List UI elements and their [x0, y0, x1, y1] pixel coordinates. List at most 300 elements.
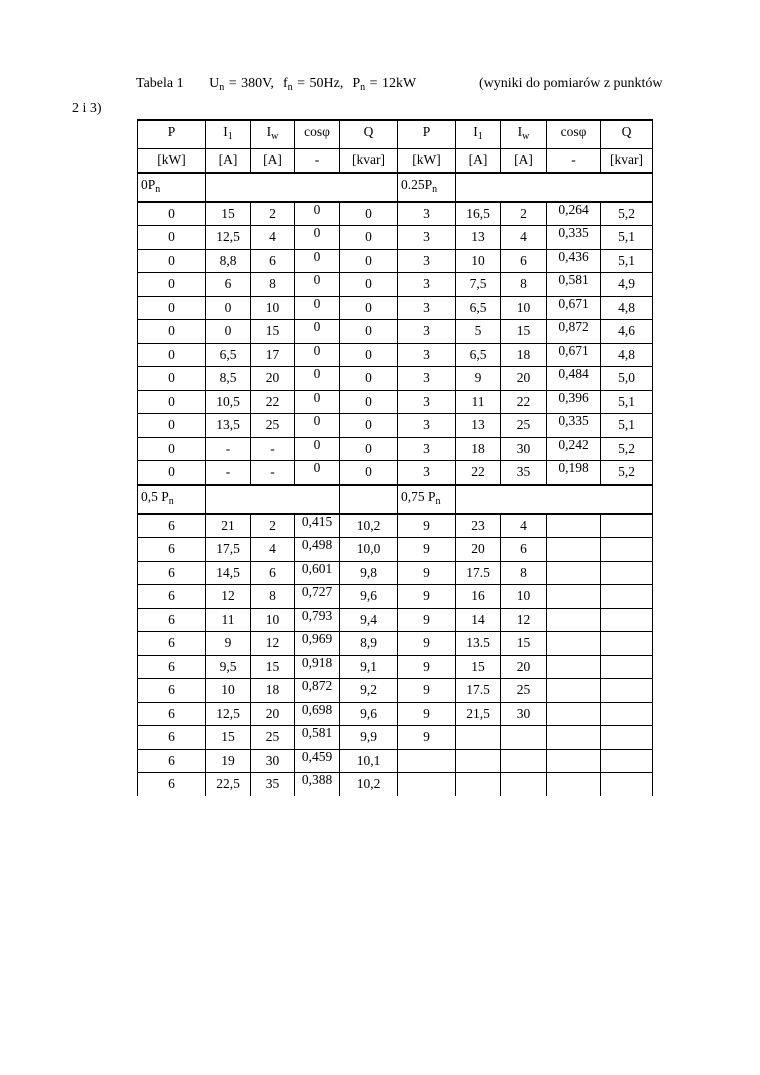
table-cell: 0,396 [547, 386, 601, 410]
table-cell: - [251, 437, 295, 461]
table-cell: 22,5 [206, 773, 251, 796]
table-cell: 3 [398, 414, 456, 438]
table-cell: 5 [456, 320, 501, 344]
table-cell: 14,5 [206, 561, 251, 585]
header-cell [456, 120, 501, 149]
table-cell: 6 [251, 249, 295, 273]
table-cell [398, 749, 456, 773]
table-cell: 0 [340, 249, 398, 273]
table-cell: 3 [398, 202, 456, 226]
table-cell: 13,5 [206, 414, 251, 438]
table-cell: 6 [138, 749, 206, 773]
table-cell: 11 [456, 390, 501, 414]
table-cell: 8 [251, 273, 295, 297]
header-unit-cell: [A] [251, 149, 295, 173]
table-cell: 6 [138, 538, 206, 562]
table-cell: 2 [251, 202, 295, 226]
table-cell: 0 [340, 320, 398, 344]
table-cell [601, 655, 653, 679]
table-cell: 25 [251, 414, 295, 438]
table-cell: 5,2 [601, 202, 653, 226]
table-cell: 15 [251, 655, 295, 679]
header-symbol: P [422, 124, 431, 139]
table-cell: 9 [398, 726, 456, 750]
table-cell: 30 [501, 437, 547, 461]
table-cell: 4 [251, 538, 295, 562]
table-cell: 6 [138, 655, 206, 679]
table-cell: 0 [295, 363, 340, 387]
table-cell: 12,5 [206, 702, 251, 726]
table-cell: 18 [501, 343, 547, 367]
table-cell: 0 [295, 292, 340, 316]
table-cell: 0 [138, 320, 206, 344]
header-subscript: 1 [227, 131, 233, 142]
caption-note-continued: 2 i 3) [72, 101, 102, 116]
table-cell: 13 [456, 414, 501, 438]
table-cell: 0 [340, 202, 398, 226]
header-unit-cell: [kW] [398, 149, 456, 173]
table-cell: 8 [501, 273, 547, 297]
table-cell: 8,8 [206, 249, 251, 273]
table-cell: 10 [501, 585, 547, 609]
table-cell: 0,484 [547, 363, 601, 387]
section-label-0pn [138, 173, 206, 202]
header-cell [206, 120, 251, 149]
table-cell: 3 [398, 249, 456, 273]
table-cell: 13.5 [456, 632, 501, 656]
table-cell: 25 [251, 726, 295, 750]
table-cell: 6 [138, 773, 206, 796]
table-cell: 8 [501, 561, 547, 585]
table-cell [456, 773, 501, 796]
table-cell: 0 [138, 461, 206, 485]
table-cell: 0,459 [295, 745, 340, 769]
table-cell [547, 675, 601, 699]
nominal-parameters [209, 76, 416, 91]
table-cell: 17,5 [206, 538, 251, 562]
table-cell: 0,698 [295, 698, 340, 722]
table-cell: 21,5 [456, 702, 501, 726]
table-cell: 4 [501, 514, 547, 538]
table-cell: 10 [501, 296, 547, 320]
table-cell: 0 [138, 437, 206, 461]
header-symbol: I [517, 124, 523, 139]
table-cell: 17.5 [456, 679, 501, 703]
table-cell: - [251, 461, 295, 485]
header-units-row [138, 149, 653, 173]
table-cell: 4,8 [601, 343, 653, 367]
table-cell: 3 [398, 390, 456, 414]
header-symbol: cosφ [560, 124, 587, 139]
table-cell: 0 [295, 410, 340, 434]
table-cell: 5,1 [601, 226, 653, 250]
table-cell: 9,8 [340, 561, 398, 585]
table-cell: 6 [138, 679, 206, 703]
table-cell: 0,264 [547, 198, 601, 222]
table-cell: 3 [398, 320, 456, 344]
section-label-sub: n [435, 495, 441, 507]
table-cell: 6 [206, 273, 251, 297]
table-cell: 9 [398, 632, 456, 656]
table-cell [547, 745, 601, 769]
table-cell: 12 [206, 585, 251, 609]
table-cell [601, 561, 653, 585]
table-cell: 0 [340, 296, 398, 320]
table-cell: 0,671 [547, 292, 601, 316]
table-cell: 10,5 [206, 390, 251, 414]
table-cell: 0 [340, 390, 398, 414]
table-row [138, 773, 653, 796]
table-cell [547, 769, 601, 792]
table-cell: 6 [138, 702, 206, 726]
pn-subscript: n [360, 82, 366, 93]
table-cell: 0,436 [547, 245, 601, 269]
table-cell: 15 [251, 320, 295, 344]
table-cell: 3 [398, 226, 456, 250]
table-cell: 3 [398, 461, 456, 485]
table-cell: 6 [138, 608, 206, 632]
section-label-025pn [398, 173, 456, 202]
header-symbol: I [223, 124, 228, 139]
table-cell: 0 [138, 202, 206, 226]
table-cell: 3 [398, 343, 456, 367]
table-cell: 9,1 [340, 655, 398, 679]
table-cell: 0 [340, 273, 398, 297]
table-cell: 0,498 [295, 534, 340, 558]
table-cell: 6 [138, 585, 206, 609]
table-cell: 22 [456, 461, 501, 485]
table-cell [547, 581, 601, 605]
header-subscript: 1 [477, 131, 483, 142]
table-cell: 0,872 [547, 316, 601, 340]
table-cell: 16,5 [456, 202, 501, 226]
header-cell [547, 120, 601, 149]
un-value: = 380V, [224, 76, 274, 91]
table-cell: 20 [501, 655, 547, 679]
table-cell: 9 [398, 702, 456, 726]
header-symbol: I [266, 124, 272, 139]
table-cell: 9 [398, 561, 456, 585]
table-cell: 0 [138, 343, 206, 367]
table-caption [136, 76, 663, 93]
table-cell [456, 726, 501, 750]
table-cell [501, 773, 547, 796]
table-cell: 2 [251, 514, 295, 538]
table-cell [601, 679, 653, 703]
header-unit-cell: [kvar] [340, 149, 398, 173]
table-cell [547, 651, 601, 675]
un-subscript: n [219, 82, 225, 93]
table-cell: 10 [206, 679, 251, 703]
table-cell: 6 [251, 561, 295, 585]
table-cell: 0,671 [547, 339, 601, 363]
table-cell: 9 [398, 679, 456, 703]
table-cell: 5,1 [601, 414, 653, 438]
table-cell: 4,9 [601, 273, 653, 297]
table-cell: 0 [295, 245, 340, 269]
table-cell: 0 [138, 390, 206, 414]
table-cell: 6 [138, 726, 206, 750]
table-cell: 9 [456, 367, 501, 391]
section-label-main: 0.25P [401, 176, 433, 192]
header-unit-cell: [A] [206, 149, 251, 173]
table-cell: 18 [251, 679, 295, 703]
table-cell: 0 [295, 339, 340, 363]
table-cell: 9,9 [340, 726, 398, 750]
section-label-main: 0,75 P [401, 488, 436, 504]
table-cell: 10 [456, 249, 501, 273]
table-cell: 5,1 [601, 390, 653, 414]
un-symbol: U [209, 76, 220, 91]
table-cell [601, 538, 653, 562]
table-cell [398, 773, 456, 796]
table-cell [547, 628, 601, 652]
table-cell: 25 [501, 414, 547, 438]
table-cell: 15 [206, 726, 251, 750]
table-cell: 6,5 [206, 343, 251, 367]
table-cell: 22 [251, 390, 295, 414]
section-label-05pn [138, 485, 206, 514]
table-cell: 12 [501, 608, 547, 632]
header-symbol: I [473, 124, 478, 139]
table-cell: 4 [251, 226, 295, 250]
table-cell [547, 510, 601, 534]
table-cell: 5,2 [601, 437, 653, 461]
table-cell: 10 [251, 296, 295, 320]
table-cell: 10,1 [340, 749, 398, 773]
table-cell: 3 [398, 437, 456, 461]
header-unit-cell: [A] [501, 149, 547, 173]
table-label: Tabela 1 [136, 76, 184, 91]
table-cell: 0 [138, 367, 206, 391]
header-symbol: P [167, 124, 176, 139]
table-cell: 0,335 [547, 222, 601, 246]
table-cell: 14 [456, 608, 501, 632]
table-cell [601, 608, 653, 632]
table-cell: 0,581 [295, 722, 340, 746]
table-cell: 0 [295, 222, 340, 246]
table-cell: 15 [206, 202, 251, 226]
table-cell: 17 [251, 343, 295, 367]
header-cell [398, 120, 456, 149]
table-cell: 0 [340, 343, 398, 367]
table-cell: 4,6 [601, 320, 653, 344]
table-cell [547, 698, 601, 722]
table-cell: 30 [501, 702, 547, 726]
section-label-sub: n [432, 183, 438, 195]
table-row [138, 461, 653, 485]
table-cell: 30 [251, 749, 295, 773]
section-label-075pn [398, 485, 456, 514]
header-cell [138, 120, 206, 149]
table-cell: 9 [398, 585, 456, 609]
table-cell: 6,5 [456, 296, 501, 320]
table-cell: 0,727 [295, 581, 340, 605]
table-cell: 0 [295, 269, 340, 293]
section-label-sub: n [155, 183, 161, 195]
header-cell [501, 120, 547, 149]
table-cell [456, 749, 501, 773]
table-cell [547, 534, 601, 558]
table-cell: 35 [251, 773, 295, 796]
table-cell: 5,2 [601, 461, 653, 485]
table-cell: 0 [138, 249, 206, 273]
pn-value: = 12kW [365, 76, 417, 91]
table-cell: 20 [251, 702, 295, 726]
table-cell: 8 [251, 585, 295, 609]
table-cell: 0 [295, 386, 340, 410]
table-cell: 0 [138, 414, 206, 438]
table-cell: 6 [501, 538, 547, 562]
fn-value: = 50Hz, [292, 76, 344, 91]
table-cell: 0 [138, 226, 206, 250]
table-cell: 17.5 [456, 561, 501, 585]
table-cell: 0,242 [547, 433, 601, 457]
table-cell: 9,6 [340, 702, 398, 726]
table-cell [501, 749, 547, 773]
table-cell: - [206, 461, 251, 485]
table-cell: 5,1 [601, 249, 653, 273]
table-cell: 15 [501, 632, 547, 656]
table-cell: 11 [206, 608, 251, 632]
header-symbol: cosφ [304, 124, 330, 139]
table-cell: 6 [138, 561, 206, 585]
header-subscript: w [271, 131, 279, 142]
table-cell [601, 585, 653, 609]
table-cell: 9 [398, 538, 456, 562]
pn-symbol: P [352, 76, 361, 91]
table-cell: 0,388 [295, 769, 340, 792]
table-cell [601, 726, 653, 750]
fn-symbol: f [282, 76, 288, 91]
table-cell: 9,5 [206, 655, 251, 679]
table-cell: 0 [340, 367, 398, 391]
table-cell: 3 [398, 367, 456, 391]
table-cell: 0 [206, 296, 251, 320]
table-cell [501, 726, 547, 750]
table-cell: 20 [456, 538, 501, 562]
table-cell: 0,793 [295, 604, 340, 628]
table-cell: 19 [206, 749, 251, 773]
table-cell: 0 [340, 226, 398, 250]
table-cell [601, 773, 653, 796]
table-cell [601, 632, 653, 656]
table-cell: 13 [456, 226, 501, 250]
header-cell [601, 120, 653, 149]
section-label-sub: n [168, 495, 174, 507]
table-cell: 12,5 [206, 226, 251, 250]
table-cell: 4,8 [601, 296, 653, 320]
table-cell: 0,581 [547, 269, 601, 293]
table-cell: 12 [251, 632, 295, 656]
section-label-main: 0P [141, 176, 156, 192]
header-unit-cell: [kvar] [601, 149, 653, 173]
table-cell [601, 702, 653, 726]
table-cell: 10,2 [340, 514, 398, 538]
table-cell: 4 [501, 226, 547, 250]
table-cell: 9 [398, 608, 456, 632]
table-cell: 9,4 [340, 608, 398, 632]
table-cell: 0,918 [295, 651, 340, 675]
table-cell: 9,6 [340, 585, 398, 609]
table-cell: 0 [295, 198, 340, 222]
table-cell: 6 [138, 514, 206, 538]
caption-note: (wyniki do pomiarów z punktów [479, 76, 663, 91]
table-cell [547, 604, 601, 628]
header-cell [340, 120, 398, 149]
table-cell: 10,0 [340, 538, 398, 562]
table-cell: 0 [138, 296, 206, 320]
table-cell: 6,5 [456, 343, 501, 367]
table-cell: 6 [501, 249, 547, 273]
table-cell: 35 [501, 461, 547, 485]
table-cell [547, 722, 601, 746]
table-cell: 0,198 [547, 457, 601, 481]
table-cell: 3 [398, 296, 456, 320]
table-cell: 22 [501, 390, 547, 414]
table-cell: 0 [295, 316, 340, 340]
header-unit-cell: - [295, 149, 340, 173]
measurement-table [137, 119, 653, 796]
header-cell [295, 120, 340, 149]
fn-subscript: n [287, 82, 293, 93]
table-cell: 15 [501, 320, 547, 344]
table-cell [601, 749, 653, 773]
table-cell: 3 [398, 273, 456, 297]
table-cell: 21 [206, 514, 251, 538]
table-cell: 25 [501, 679, 547, 703]
header-cell [251, 120, 295, 149]
table-cell: 0 [340, 461, 398, 485]
table-cell: 8,9 [340, 632, 398, 656]
section-blank [340, 485, 398, 514]
table-cell [547, 557, 601, 581]
table-cell: 0 [340, 414, 398, 438]
table-cell: 16 [456, 585, 501, 609]
table-cell: 0,601 [295, 557, 340, 581]
table-cell: 8,5 [206, 367, 251, 391]
table-cell: 0 [206, 320, 251, 344]
header-symbol: Q [621, 124, 632, 139]
table-cell: 18 [456, 437, 501, 461]
table-cell: 20 [251, 367, 295, 391]
table-cell: 0 [340, 437, 398, 461]
table-cell: 9 [398, 655, 456, 679]
header-unit-cell: - [547, 149, 601, 173]
header-names-row [138, 120, 653, 149]
table-cell: 10,2 [340, 773, 398, 796]
table-cell: 10 [251, 608, 295, 632]
table-cell [601, 514, 653, 538]
table-cell: 5,0 [601, 367, 653, 391]
table-cell: 20 [501, 367, 547, 391]
section-label-main: 0,5 P [141, 488, 169, 504]
table-cell: 9 [206, 632, 251, 656]
table-cell: 9 [398, 514, 456, 538]
table-cell: 0 [138, 273, 206, 297]
header-unit-cell: [kW] [138, 149, 206, 173]
table-cell: 0 [295, 433, 340, 457]
header-subscript: w [522, 131, 530, 142]
table-cell: 6 [138, 632, 206, 656]
table-cell: - [206, 437, 251, 461]
table-cell: 23 [456, 514, 501, 538]
table-cell: 7,5 [456, 273, 501, 297]
table-cell: 0,335 [547, 410, 601, 434]
table-cell: 15 [456, 655, 501, 679]
table-cell: 0,872 [295, 675, 340, 699]
header-unit-cell: [A] [456, 149, 501, 173]
